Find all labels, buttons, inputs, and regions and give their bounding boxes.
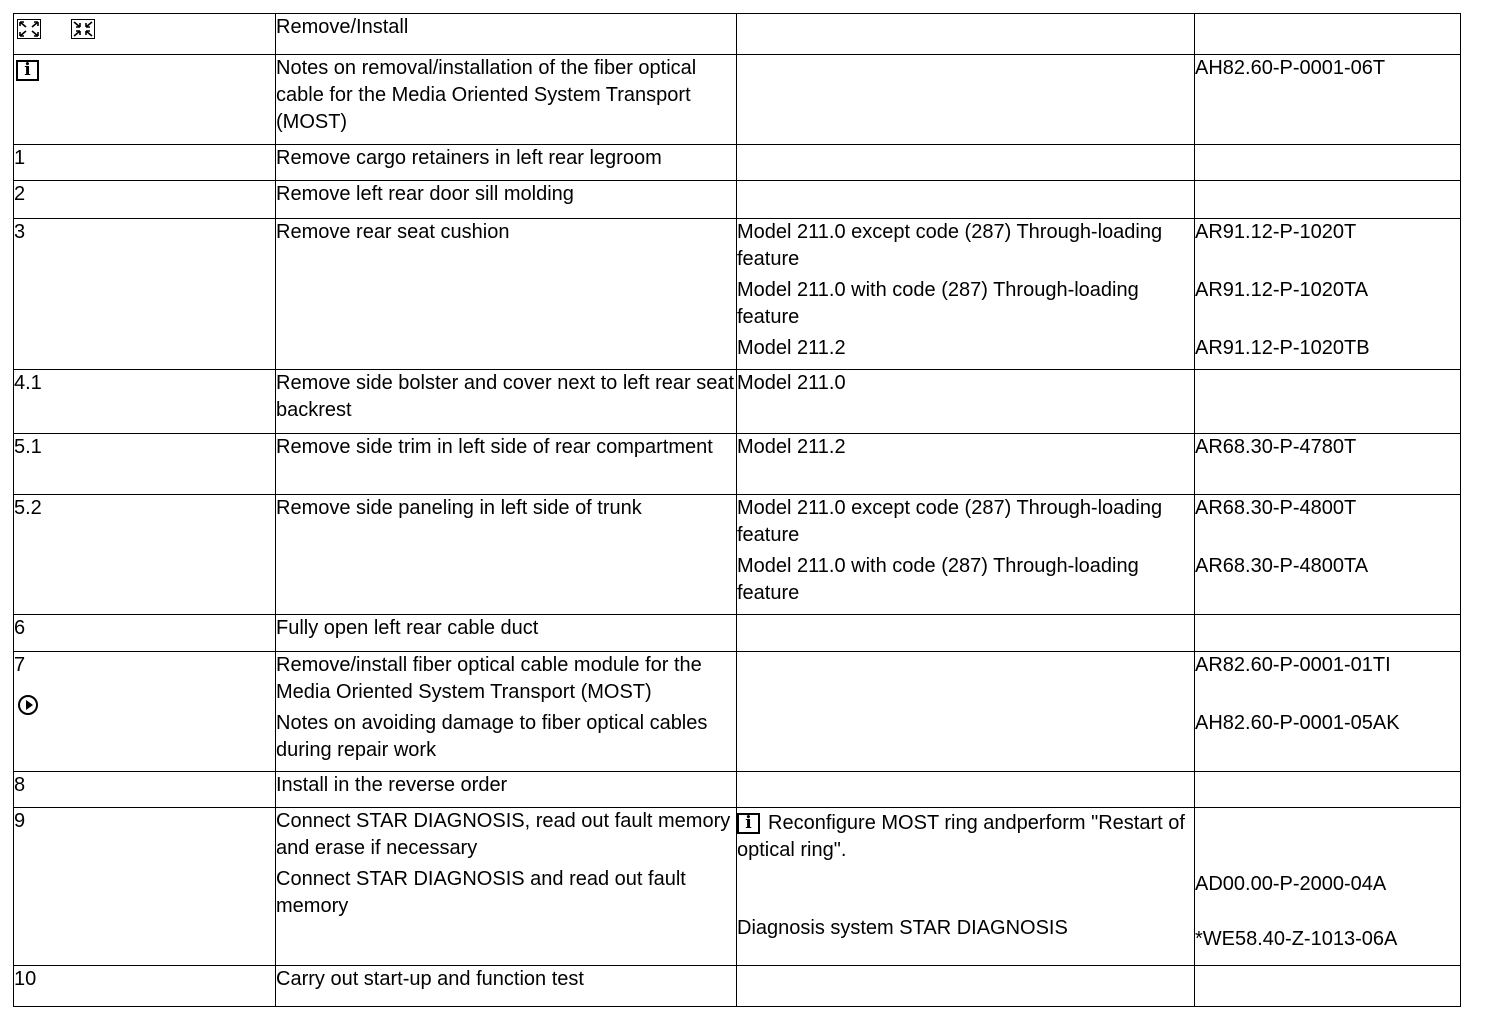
model-condition: Model 211.0 except code (287) Through-loading feature [737,497,1163,546]
table-row [14,434,1461,495]
model-condition: Model 211.0 except code (287) Through-loading feature [737,221,1163,270]
reference-link[interactable]: AR91.12-P-1020TB [1195,337,1370,359]
model-condition: Diagnosis system STAR DIAGNOSIS [737,917,1068,939]
step-number: 7 [14,654,26,676]
step-number: 2 [14,181,276,219]
step-number: 9 [14,808,276,966]
install-arrows-icon [71,19,95,39]
model-condition: Model 211.0 with code (287) Through-loading feature [737,555,1139,604]
note-text: Notes on removal/installation of the fiber optical cable for the Media Oriented System Transport (MOST) [276,55,737,145]
info-icon: i [737,813,760,834]
table-row [14,808,1461,966]
step-number: 4.1 [14,370,276,434]
table-row [14,495,1461,615]
table-row [14,219,1461,370]
info-note: Reconfigure MOST ring andperform "Restart of optical ring". [737,812,1185,861]
model-condition: Model 211.0 [737,370,1195,434]
table-row [14,14,1461,55]
reference-link[interactable]: AR68.30-P-4800TA [1195,555,1369,577]
info-icon: i [16,60,39,81]
step-text: Remove side trim in left side of rear compartment [276,434,737,495]
step-text: Connect STAR DIAGNOSIS, read out fault memory and erase if necessary [276,810,731,859]
reference-link[interactable]: AR91.12-P-1020T [1195,221,1357,243]
table-row [14,652,1461,772]
step-text: Remove side paneling in left side of trunk [276,495,737,615]
step-number: 10 [14,966,276,1007]
table-row [14,181,1461,219]
table-row [14,966,1461,1007]
step-text: Fully open left rear cable duct [276,615,737,652]
step-text: Remove cargo retainers in left rear legroom [276,145,737,181]
reference-link[interactable]: AD00.00-P-2000-04A [1195,873,1387,895]
reference-link[interactable]: AH82.60-P-0001-06T [1195,55,1461,145]
reference-link[interactable]: AR68.30-P-4780T [1195,434,1461,495]
table-row [14,615,1461,652]
step-text: Carry out start-up and function test [276,966,737,1007]
reference-link[interactable]: AH82.60-P-0001-05AK [1195,712,1400,734]
reference-link[interactable]: *WE58.40-Z-1013-06A [1195,928,1398,950]
step-number: 3 [14,219,276,370]
step-number: 8 [14,772,276,808]
step-cell [14,14,276,55]
model-condition: Model 211.2 [737,434,1195,495]
remove-arrows-icon [17,19,41,39]
step-text: Connect STAR DIAGNOSIS and read out fault memory [276,868,686,917]
step-text: Remove left rear door sill molding [276,181,737,219]
step-number: 1 [14,145,276,181]
step-text: Remove/install fiber optical cable module for the Media Oriented System Transport (MOST) [276,654,702,703]
procedure-table [13,13,1461,1007]
header-label: Remove/Install [276,14,737,55]
step-number: 5.1 [14,434,276,495]
caution-arrow-icon [18,695,38,715]
table-row [14,145,1461,181]
step-number: 6 [14,615,276,652]
model-condition: Model 211.0 with code (287) Through-loading feature [737,279,1139,328]
step-text: Remove rear seat cushion [276,219,737,370]
step-text: Install in the reverse order [276,772,737,808]
table-row [14,55,1461,145]
table-row [14,772,1461,808]
reference-link[interactable]: AR91.12-P-1020TA [1195,279,1369,301]
model-condition: Model 211.2 [737,337,846,359]
step-number: 5.2 [14,495,276,615]
table-row [14,370,1461,434]
reference-link[interactable]: AR82.60-P-0001-01TI [1195,654,1391,676]
note-text: Notes on avoiding damage to fiber optical cables during repair work [276,712,708,761]
reference-link[interactable]: AR68.30-P-4800T [1195,497,1357,519]
step-text: Remove side bolster and cover next to left rear seat backrest [276,370,737,434]
